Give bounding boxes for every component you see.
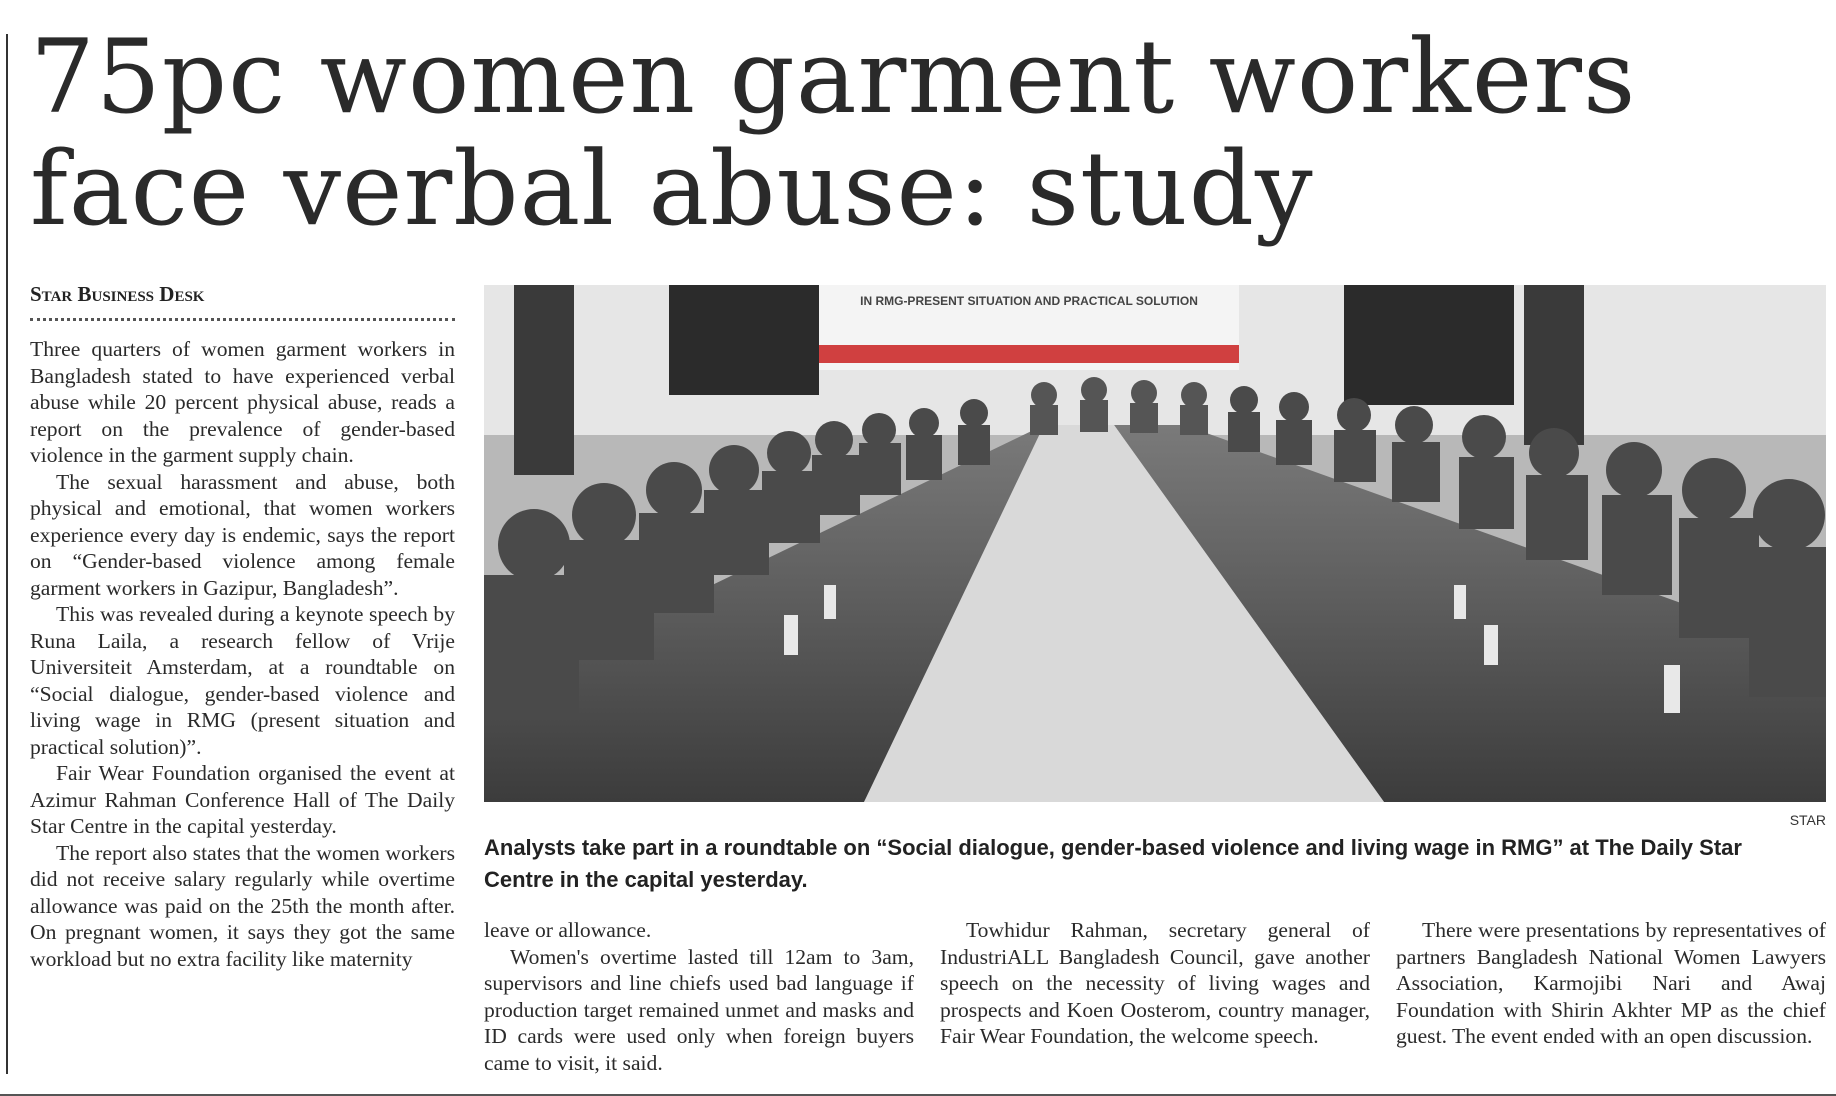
news-photo (484, 285, 1826, 802)
column-rule (6, 34, 8, 1074)
paragraph: Women's overtime lasted till 12am to 3am, supervisors and line chiefs used bad language if production target remained unmet and masks and ID cards were used only when foreign buyers came to visit, it said. (484, 944, 914, 1075)
paragraph: This was revealed during a keynote speech by Runa Laila, a research fellow of Vrije Universiteit Amsterdam, at a roundtable on “Social dialogue, gender-based violence and living wage in RMG (present situation and practical solution)”. (30, 602, 455, 759)
banner-text: IN RMG-PRESENT SITUATION AND PRACTICAL SOLUTION (860, 294, 1198, 308)
byline-dotted-rule (30, 318, 455, 321)
paragraph: leave or allowance. (484, 918, 652, 942)
byline: Star Business Desk (30, 282, 205, 306)
paragraph: Three quarters of women garment workers in Bangladesh stated to have experienced verbal abuse while 20 percent physical abuse, reads a report on the prevalence of gender-based violence in the garment supply chain. (30, 337, 455, 467)
article-column-1 (30, 336, 455, 972)
roundtable-photo-illustration (484, 285, 1826, 802)
paragraph: Towhidur Rahman, secretary general of IndustriALL Bangladesh Council, gave another speech on the necessity of living wages and prospects and Koen Oosterom, country manager, Fair Wear Foundation, the welcome speech. (940, 918, 1370, 1048)
photo-caption: Analysts take part in a roundtable on “Social dialogue, gender-based violence and living wage in RMG” at The Daily Star Centre in the capital yesterday. (484, 835, 1742, 892)
article-column-2 (484, 917, 914, 1076)
headline (30, 18, 1820, 249)
paragraph: There were presentations by representatives of partners Bangladesh National Women Lawyers Association, Karmojibi Nari and Awaj Foundation with Shirin Akhter MP as the chief guest. The event ended with an open discussion. (1396, 918, 1826, 1048)
headline-line-2: face verbal abuse: study (30, 130, 1314, 249)
paragraph: The report also states that the women workers did not receive salary regularly while overtime allowance was paid on the 25th the month after. On pregnant women, it says they got the same workload but no extra facility like maternity (30, 840, 455, 971)
article-column-3 (940, 917, 1370, 1050)
article-column-4 (1396, 917, 1826, 1050)
paragraph: The sexual harassment and abuse, both physical and emotional, that women workers experience every day is endemic, says the report on “Gender-based violence among female garment workers in Gazipur, Bangladesh”. (30, 469, 455, 600)
paragraph: Fair Wear Foundation organised the event at Azimur Rahman Conference Hall of The Daily Star Centre in the capital yesterday. (30, 761, 455, 838)
photo-credit: STAR (1789, 812, 1826, 828)
headline-line-1: 75pc women garment workers (30, 18, 1637, 137)
